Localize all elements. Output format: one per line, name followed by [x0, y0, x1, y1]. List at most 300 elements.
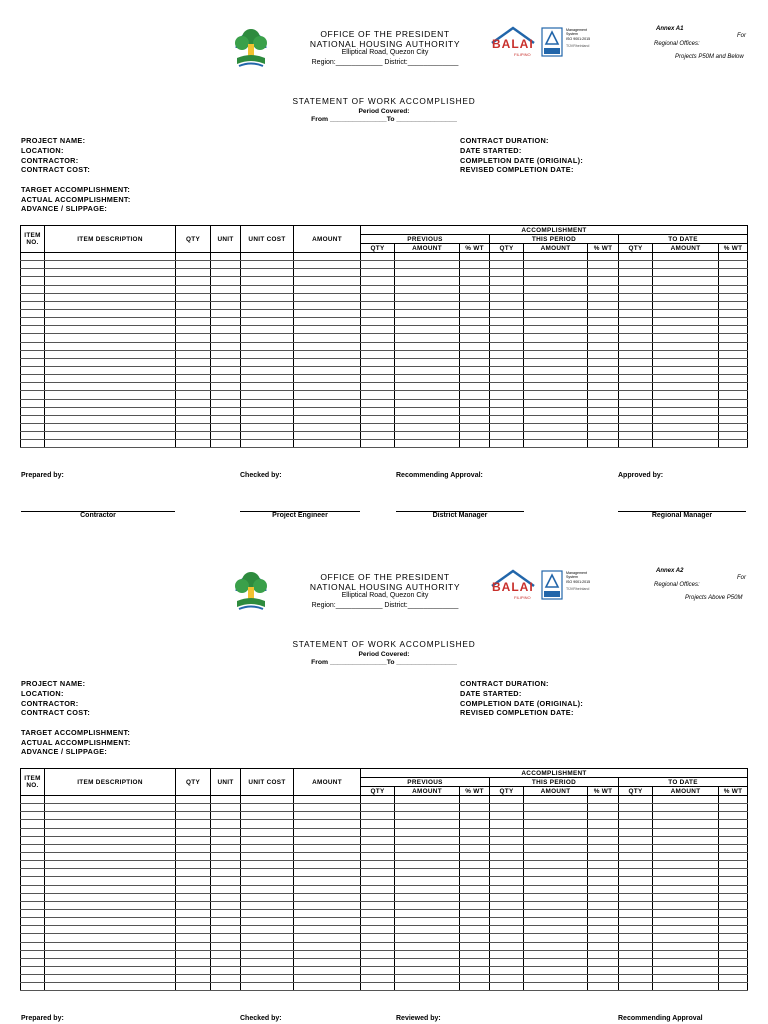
table-cell[interactable]: [395, 366, 460, 374]
table-cell[interactable]: [719, 812, 748, 820]
table-cell[interactable]: [395, 804, 460, 812]
table-cell[interactable]: [21, 926, 45, 934]
table-cell[interactable]: [45, 277, 176, 285]
table-cell[interactable]: [524, 399, 588, 407]
table-cell[interactable]: [176, 861, 211, 869]
table-cell[interactable]: [524, 440, 588, 448]
table-cell[interactable]: [719, 293, 748, 301]
table-cell[interactable]: [241, 342, 294, 350]
table-cell[interactable]: [294, 852, 361, 860]
table-cell[interactable]: [294, 269, 361, 277]
table-cell[interactable]: [21, 804, 45, 812]
table-cell[interactable]: [588, 277, 619, 285]
table-cell[interactable]: [361, 326, 395, 334]
table-cell[interactable]: [588, 432, 619, 440]
table-cell[interactable]: [619, 318, 653, 326]
table-cell[interactable]: [176, 277, 211, 285]
table-cell[interactable]: [176, 950, 211, 958]
table-cell[interactable]: [21, 277, 45, 285]
table-cell[interactable]: [588, 852, 619, 860]
table-cell[interactable]: [176, 366, 211, 374]
table-cell[interactable]: [176, 253, 211, 261]
table-cell[interactable]: [460, 934, 490, 942]
table-cell[interactable]: [211, 844, 241, 852]
table-cell[interactable]: [395, 828, 460, 836]
table-cell[interactable]: [395, 796, 460, 804]
table-cell[interactable]: [588, 293, 619, 301]
table-cell[interactable]: [588, 836, 619, 844]
table-cell[interactable]: [524, 852, 588, 860]
table-cell[interactable]: [719, 975, 748, 983]
table-cell[interactable]: [719, 269, 748, 277]
table-cell[interactable]: [176, 958, 211, 966]
table-cell[interactable]: [588, 885, 619, 893]
table-cell[interactable]: [294, 415, 361, 423]
table-cell[interactable]: [21, 440, 45, 448]
table-cell[interactable]: [653, 836, 719, 844]
table-cell[interactable]: [21, 852, 45, 860]
table-cell[interactable]: [619, 885, 653, 893]
table-cell[interactable]: [294, 399, 361, 407]
table-cell[interactable]: [241, 277, 294, 285]
table-cell[interactable]: [395, 885, 460, 893]
table-cell[interactable]: [241, 285, 294, 293]
table-cell[interactable]: [619, 796, 653, 804]
table-cell[interactable]: [588, 375, 619, 383]
table-cell[interactable]: [211, 326, 241, 334]
table-cell[interactable]: [619, 926, 653, 934]
table-cell[interactable]: [361, 423, 395, 431]
table-cell[interactable]: [490, 269, 524, 277]
table-cell[interactable]: [361, 432, 395, 440]
table-cell[interactable]: [653, 934, 719, 942]
table-cell[interactable]: [490, 918, 524, 926]
table-cell[interactable]: [361, 269, 395, 277]
table-cell[interactable]: [524, 926, 588, 934]
table-cell[interactable]: [719, 934, 748, 942]
table-cell[interactable]: [490, 358, 524, 366]
table-cell[interactable]: [361, 253, 395, 261]
table-cell[interactable]: [524, 975, 588, 983]
table-cell[interactable]: [21, 342, 45, 350]
table-cell[interactable]: [241, 918, 294, 926]
table-cell[interactable]: [719, 423, 748, 431]
table-cell[interactable]: [460, 391, 490, 399]
table-cell[interactable]: [211, 877, 241, 885]
table-cell[interactable]: [395, 966, 460, 974]
table-cell[interactable]: [719, 966, 748, 974]
table-cell[interactable]: [719, 901, 748, 909]
table-cell[interactable]: [490, 975, 524, 983]
table-cell[interactable]: [588, 877, 619, 885]
table-cell[interactable]: [241, 820, 294, 828]
table-cell[interactable]: [588, 399, 619, 407]
table-cell[interactable]: [211, 293, 241, 301]
table-cell[interactable]: [653, 901, 719, 909]
table-cell[interactable]: [524, 950, 588, 958]
table-cell[interactable]: [361, 942, 395, 950]
table-cell[interactable]: [490, 861, 524, 869]
table-cell[interactable]: [395, 407, 460, 415]
table-cell[interactable]: [588, 366, 619, 374]
table-cell[interactable]: [211, 869, 241, 877]
table-cell[interactable]: [490, 383, 524, 391]
table-cell[interactable]: [45, 918, 176, 926]
table-cell[interactable]: [211, 942, 241, 950]
table-cell[interactable]: [619, 836, 653, 844]
table-cell[interactable]: [524, 812, 588, 820]
table-cell[interactable]: [294, 934, 361, 942]
table-cell[interactable]: [460, 926, 490, 934]
table-cell[interactable]: [524, 877, 588, 885]
table-cell[interactable]: [176, 983, 211, 991]
table-cell[interactable]: [490, 966, 524, 974]
table-cell[interactable]: [524, 366, 588, 374]
table-cell[interactable]: [45, 885, 176, 893]
table-cell[interactable]: [460, 342, 490, 350]
table-cell[interactable]: [176, 893, 211, 901]
table-cell[interactable]: [524, 942, 588, 950]
table-cell[interactable]: [45, 432, 176, 440]
table-cell[interactable]: [524, 261, 588, 269]
table-cell[interactable]: [45, 366, 176, 374]
table-cell[interactable]: [460, 326, 490, 334]
table-cell[interactable]: [45, 804, 176, 812]
table-cell[interactable]: [176, 975, 211, 983]
table-cell[interactable]: [361, 820, 395, 828]
table-cell[interactable]: [653, 415, 719, 423]
table-cell[interactable]: [653, 885, 719, 893]
table-cell[interactable]: [653, 804, 719, 812]
table-cell[interactable]: [176, 934, 211, 942]
table-cell[interactable]: [619, 828, 653, 836]
table-cell[interactable]: [241, 885, 294, 893]
table-cell[interactable]: [395, 391, 460, 399]
table-cell[interactable]: [460, 877, 490, 885]
table-cell[interactable]: [460, 277, 490, 285]
table-cell[interactable]: [588, 844, 619, 852]
table-cell[interactable]: [211, 958, 241, 966]
table-cell[interactable]: [653, 861, 719, 869]
table-cell[interactable]: [719, 861, 748, 869]
table-cell[interactable]: [524, 893, 588, 901]
table-cell[interactable]: [176, 399, 211, 407]
table-cell[interactable]: [524, 334, 588, 342]
table-cell[interactable]: [588, 950, 619, 958]
table-cell[interactable]: [719, 820, 748, 828]
table-cell[interactable]: [361, 358, 395, 366]
table-cell[interactable]: [294, 844, 361, 852]
table-cell[interactable]: [460, 844, 490, 852]
table-cell[interactable]: [241, 877, 294, 885]
table-cell[interactable]: [241, 432, 294, 440]
table-cell[interactable]: [619, 861, 653, 869]
table-cell[interactable]: [619, 440, 653, 448]
table-cell[interactable]: [490, 885, 524, 893]
table-cell[interactable]: [361, 934, 395, 942]
table-cell[interactable]: [524, 423, 588, 431]
table-cell[interactable]: [395, 975, 460, 983]
table-cell[interactable]: [211, 253, 241, 261]
table-cell[interactable]: [524, 326, 588, 334]
table-cell[interactable]: [241, 828, 294, 836]
table-cell[interactable]: [490, 983, 524, 991]
table-cell[interactable]: [619, 804, 653, 812]
table-cell[interactable]: [719, 958, 748, 966]
table-cell[interactable]: [241, 812, 294, 820]
table-cell[interactable]: [619, 423, 653, 431]
table-cell[interactable]: [176, 836, 211, 844]
table-cell[interactable]: [524, 253, 588, 261]
table-cell[interactable]: [490, 812, 524, 820]
table-cell[interactable]: [490, 407, 524, 415]
table-cell[interactable]: [361, 309, 395, 317]
table-cell[interactable]: [176, 326, 211, 334]
table-cell[interactable]: [490, 836, 524, 844]
table-cell[interactable]: [361, 301, 395, 309]
table-cell[interactable]: [294, 423, 361, 431]
table-cell[interactable]: [45, 261, 176, 269]
table-cell[interactable]: [211, 966, 241, 974]
table-cell[interactable]: [719, 415, 748, 423]
table-cell[interactable]: [176, 804, 211, 812]
table-cell[interactable]: [619, 391, 653, 399]
table-cell[interactable]: [241, 869, 294, 877]
table-cell[interactable]: [211, 391, 241, 399]
table-cell[interactable]: [460, 261, 490, 269]
table-cell[interactable]: [395, 926, 460, 934]
table-cell[interactable]: [45, 966, 176, 974]
table-cell[interactable]: [619, 309, 653, 317]
table-cell[interactable]: [361, 812, 395, 820]
table-cell[interactable]: [45, 326, 176, 334]
table-cell[interactable]: [241, 358, 294, 366]
table-cell[interactable]: [211, 796, 241, 804]
table-cell[interactable]: [176, 926, 211, 934]
table-cell[interactable]: [588, 423, 619, 431]
table-cell[interactable]: [395, 901, 460, 909]
table-cell[interactable]: [653, 796, 719, 804]
table-cell[interactable]: [588, 407, 619, 415]
table-cell[interactable]: [395, 301, 460, 309]
table-cell[interactable]: [241, 407, 294, 415]
table-cell[interactable]: [241, 399, 294, 407]
table-cell[interactable]: [21, 383, 45, 391]
table-cell[interactable]: [524, 885, 588, 893]
table-cell[interactable]: [588, 415, 619, 423]
table-cell[interactable]: [395, 942, 460, 950]
table-cell[interactable]: [211, 836, 241, 844]
table-cell[interactable]: [395, 844, 460, 852]
table-cell[interactable]: [719, 301, 748, 309]
table-cell[interactable]: [395, 342, 460, 350]
table-cell[interactable]: [490, 893, 524, 901]
table-cell[interactable]: [21, 432, 45, 440]
table-cell[interactable]: [241, 958, 294, 966]
table-cell[interactable]: [395, 334, 460, 342]
table-cell[interactable]: [460, 836, 490, 844]
table-cell[interactable]: [45, 350, 176, 358]
table-cell[interactable]: [588, 828, 619, 836]
table-cell[interactable]: [524, 934, 588, 942]
table-cell[interactable]: [21, 885, 45, 893]
table-cell[interactable]: [524, 383, 588, 391]
table-cell[interactable]: [653, 375, 719, 383]
table-cell[interactable]: [45, 415, 176, 423]
table-cell[interactable]: [653, 326, 719, 334]
table-cell[interactable]: [211, 893, 241, 901]
table-cell[interactable]: [294, 334, 361, 342]
table-cell[interactable]: [619, 901, 653, 909]
table-cell[interactable]: [241, 901, 294, 909]
table-cell[interactable]: [45, 893, 176, 901]
table-cell[interactable]: [719, 366, 748, 374]
table-cell[interactable]: [45, 901, 176, 909]
table-cell[interactable]: [524, 861, 588, 869]
table-cell[interactable]: [619, 950, 653, 958]
table-cell[interactable]: [653, 399, 719, 407]
table-cell[interactable]: [719, 942, 748, 950]
table-cell[interactable]: [241, 253, 294, 261]
table-cell[interactable]: [395, 277, 460, 285]
table-cell[interactable]: [176, 812, 211, 820]
table-cell[interactable]: [294, 342, 361, 350]
table-cell[interactable]: [395, 261, 460, 269]
table-cell[interactable]: [21, 942, 45, 950]
table-cell[interactable]: [176, 796, 211, 804]
table-cell[interactable]: [45, 942, 176, 950]
table-cell[interactable]: [490, 844, 524, 852]
table-cell[interactable]: [176, 844, 211, 852]
table-cell[interactable]: [460, 440, 490, 448]
table-cell[interactable]: [361, 958, 395, 966]
table-cell[interactable]: [460, 828, 490, 836]
table-cell[interactable]: [490, 926, 524, 934]
table-cell[interactable]: [653, 366, 719, 374]
table-cell[interactable]: [176, 942, 211, 950]
table-cell[interactable]: [460, 293, 490, 301]
table-cell[interactable]: [21, 318, 45, 326]
table-cell[interactable]: [490, 820, 524, 828]
table-cell[interactable]: [653, 983, 719, 991]
table-cell[interactable]: [241, 375, 294, 383]
table-cell[interactable]: [653, 950, 719, 958]
table-cell[interactable]: [21, 269, 45, 277]
table-cell[interactable]: [619, 820, 653, 828]
table-cell[interactable]: [176, 383, 211, 391]
table-cell[interactable]: [45, 253, 176, 261]
table-cell[interactable]: [241, 318, 294, 326]
table-cell[interactable]: [719, 358, 748, 366]
table-cell[interactable]: [294, 253, 361, 261]
table-cell[interactable]: [294, 391, 361, 399]
table-cell[interactable]: [619, 285, 653, 293]
table-cell[interactable]: [460, 820, 490, 828]
table-cell[interactable]: [619, 844, 653, 852]
table-cell[interactable]: [211, 804, 241, 812]
table-cell[interactable]: [653, 893, 719, 901]
table-cell[interactable]: [361, 975, 395, 983]
table-cell[interactable]: [45, 301, 176, 309]
table-cell[interactable]: [21, 293, 45, 301]
table-cell[interactable]: [21, 950, 45, 958]
table-cell[interactable]: [361, 318, 395, 326]
table-cell[interactable]: [45, 812, 176, 820]
table-cell[interactable]: [211, 285, 241, 293]
table-cell[interactable]: [241, 440, 294, 448]
table-cell[interactable]: [294, 350, 361, 358]
table-cell[interactable]: [21, 423, 45, 431]
table-cell[interactable]: [460, 983, 490, 991]
table-cell[interactable]: [361, 261, 395, 269]
table-cell[interactable]: [294, 828, 361, 836]
table-cell[interactable]: [294, 918, 361, 926]
table-cell[interactable]: [21, 415, 45, 423]
table-cell[interactable]: [395, 852, 460, 860]
table-cell[interactable]: [395, 269, 460, 277]
table-cell[interactable]: [588, 440, 619, 448]
table-cell[interactable]: [176, 877, 211, 885]
table-cell[interactable]: [719, 432, 748, 440]
table-cell[interactable]: [211, 926, 241, 934]
table-cell[interactable]: [176, 350, 211, 358]
table-cell[interactable]: [395, 918, 460, 926]
table-cell[interactable]: [619, 301, 653, 309]
table-cell[interactable]: [460, 253, 490, 261]
table-cell[interactable]: [395, 253, 460, 261]
table-cell[interactable]: [490, 375, 524, 383]
table-cell[interactable]: [653, 334, 719, 342]
table-cell[interactable]: [294, 326, 361, 334]
table-cell[interactable]: [588, 334, 619, 342]
table-cell[interactable]: [619, 415, 653, 423]
table-cell[interactable]: [211, 440, 241, 448]
table-cell[interactable]: [21, 366, 45, 374]
table-cell[interactable]: [653, 918, 719, 926]
table-cell[interactable]: [490, 326, 524, 334]
table-cell[interactable]: [395, 950, 460, 958]
table-cell[interactable]: [294, 975, 361, 983]
table-cell[interactable]: [619, 869, 653, 877]
table-cell[interactable]: [588, 796, 619, 804]
table-cell[interactable]: [588, 301, 619, 309]
table-cell[interactable]: [176, 885, 211, 893]
table-cell[interactable]: [241, 423, 294, 431]
table-cell[interactable]: [21, 326, 45, 334]
table-cell[interactable]: [395, 869, 460, 877]
table-cell[interactable]: [653, 285, 719, 293]
table-cell[interactable]: [45, 796, 176, 804]
table-cell[interactable]: [490, 423, 524, 431]
table-cell[interactable]: [241, 909, 294, 917]
table-cell[interactable]: [719, 318, 748, 326]
table-cell[interactable]: [241, 350, 294, 358]
table-cell[interactable]: [719, 852, 748, 860]
table-cell[interactable]: [211, 366, 241, 374]
table-cell[interactable]: [460, 358, 490, 366]
table-cell[interactable]: [241, 334, 294, 342]
table-cell[interactable]: [361, 852, 395, 860]
table-cell[interactable]: [490, 804, 524, 812]
table-cell[interactable]: [490, 366, 524, 374]
table-cell[interactable]: [460, 869, 490, 877]
table-cell[interactable]: [45, 877, 176, 885]
table-cell[interactable]: [653, 407, 719, 415]
table-cell[interactable]: [45, 309, 176, 317]
table-cell[interactable]: [294, 877, 361, 885]
table-cell[interactable]: [241, 942, 294, 950]
table-cell[interactable]: [460, 399, 490, 407]
